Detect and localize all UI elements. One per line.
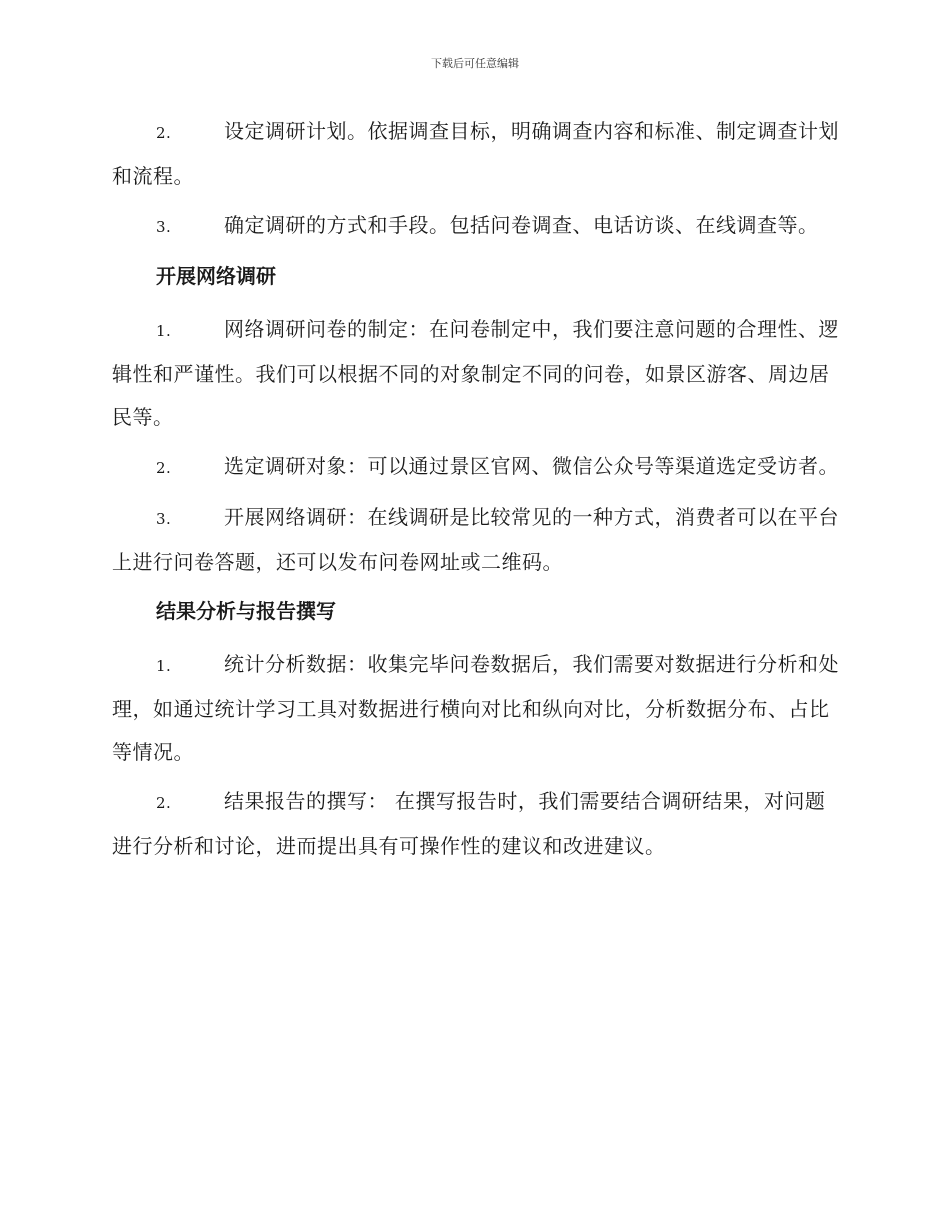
item-text: 确定调研的方式和手段。包括问卷调查、电话访谈、在线调查等。	[224, 213, 819, 237]
item-text: 统计分析数据：收集完毕问卷数据后，我们需要对数据进行分析和处理，如通过统计学习工具对数据进行横向对比和纵向对比，分析数据分布、占比等情况。	[112, 652, 839, 764]
document-body	[112, 110, 840, 874]
item-number: 2.	[156, 124, 172, 142]
item-number: 2.	[156, 459, 172, 477]
list-item	[112, 308, 840, 439]
item-text: 设定调研计划。依据调查目标，明确调查内容和标准、制定调查计划和流程。	[112, 119, 839, 188]
item-text: 结果报告的撰写： 在撰写报告时，我们需要结合调研结果，对问题进行分析和讨论，进而提出具有可操作性的建议和改进建议。	[112, 789, 826, 858]
section-heading: 开展网络调研	[156, 264, 276, 288]
list-item	[112, 445, 840, 490]
item-text: 网络调研问卷的制定：在问卷制定中，我们要注意问题的合理性、逻辑性和严谨性。我们可以根据不同的对象制定不同的问卷，如景区游客、周边居民等。	[112, 317, 839, 429]
item-number: 2.	[156, 794, 172, 812]
list-item	[112, 643, 840, 774]
list-item	[112, 204, 840, 249]
item-number: 3.	[156, 510, 172, 528]
list-item	[112, 780, 840, 868]
item-text: 开展网络调研：在线调研是比较常见的一种方式，消费者可以在平台上进行问卷答题，还可以发布问卷网址或二维码。	[112, 505, 839, 574]
list-item	[112, 110, 840, 198]
item-number: 1.	[156, 657, 172, 675]
list-item	[112, 496, 840, 584]
item-number: 3.	[156, 218, 172, 236]
page-header: 下载后可任意编辑	[431, 57, 519, 70]
item-text: 选定调研对象：可以通过景区官网、微信公众号等渠道选定受访者。	[224, 454, 839, 478]
item-number: 1.	[156, 322, 172, 340]
section-heading: 结果分析与报告撰写	[156, 599, 336, 623]
